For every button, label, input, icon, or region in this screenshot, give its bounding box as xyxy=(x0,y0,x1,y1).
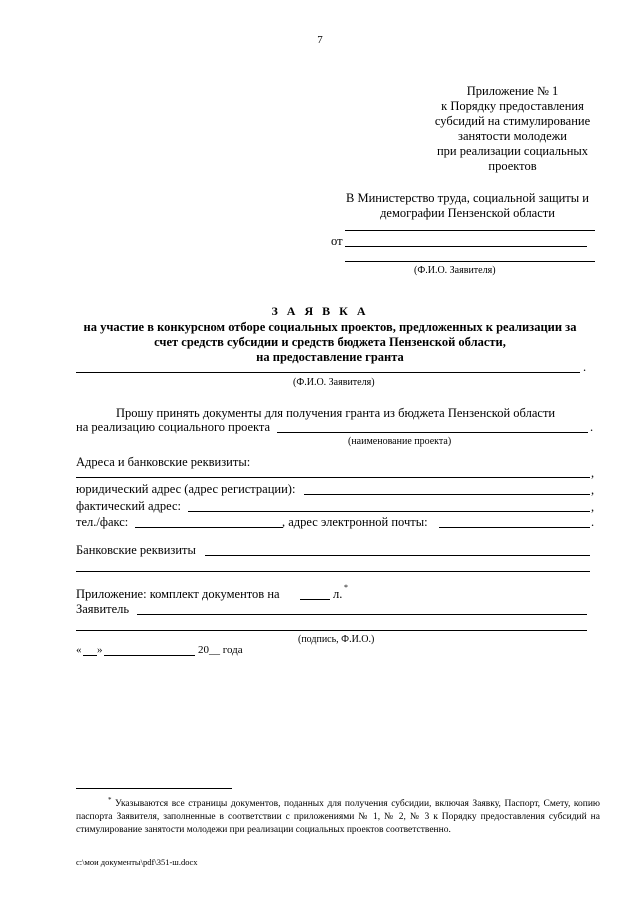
subtitle-line: на предоставление гранта xyxy=(256,350,404,364)
project-name-line[interactable] xyxy=(277,432,588,433)
appendix-line: к Порядку предоставления xyxy=(441,99,584,113)
request-line-1: Прошу принять документы для получения гранта из бюджета Пензенской области xyxy=(116,406,556,420)
bank-label: Банковские реквизиты xyxy=(76,543,196,557)
fio-blank-line[interactable] xyxy=(345,261,595,262)
attachment-label: Приложение: комплект документов на xyxy=(76,587,280,601)
from-blank-line[interactable] xyxy=(345,246,587,247)
appendix-block xyxy=(415,84,610,174)
addressee-ministry xyxy=(325,191,610,221)
applicant-caption: (Ф.И.О. Заявителя) xyxy=(293,377,375,388)
attachment-count-field[interactable] xyxy=(300,599,330,600)
email-label: , адрес электронной почты: xyxy=(282,515,428,529)
bank-field[interactable] xyxy=(205,555,590,556)
phone-field[interactable] xyxy=(135,527,283,528)
date-year: 20__ года xyxy=(198,644,243,656)
applicant-field[interactable] xyxy=(137,614,587,615)
signature-caption: (подпись, Ф.И.О.) xyxy=(298,634,375,645)
subtitle-line: счет средств субсидии и средств бюджета Пензенской области, xyxy=(154,335,506,349)
from-label: от xyxy=(331,234,343,248)
request-line-2: на реализацию социального проекта xyxy=(76,420,271,434)
attachment-suffix: л. xyxy=(333,587,343,601)
file-path: c:\мои документы\pdf\351-ш.docx xyxy=(76,857,198,867)
footnote-mark: * xyxy=(344,583,348,592)
appendix-line: занятости молодежи xyxy=(458,129,567,143)
appendix-line: проектов xyxy=(488,159,537,173)
actual-address-field[interactable] xyxy=(188,511,590,512)
addressee-blank-line[interactable] xyxy=(345,230,595,231)
applicant-label: Заявитель xyxy=(76,602,130,616)
document-title: З А Я В К А xyxy=(271,304,369,318)
date-open-quote: « xyxy=(76,644,82,656)
phone-label: тел./факс: xyxy=(76,515,129,529)
date-day-field[interactable] xyxy=(83,655,97,656)
legal-address-field[interactable] xyxy=(304,494,590,495)
fio-caption: (Ф.И.О. Заявителя) xyxy=(414,265,496,276)
address-blank-line[interactable] xyxy=(76,477,590,478)
date-month-field[interactable] xyxy=(104,655,195,656)
email-field[interactable] xyxy=(439,527,590,528)
footnote-ref: * xyxy=(108,796,112,804)
actual-address-label: фактический адрес: xyxy=(76,499,182,513)
appendix-line: при реализации социальных xyxy=(436,144,589,158)
applicant-name-line[interactable] xyxy=(76,372,580,373)
project-caption: (наименование проекта) xyxy=(348,436,452,447)
bank-field-2[interactable] xyxy=(76,571,590,572)
legal-address-label: юридический адрес (адрес регистрации): xyxy=(76,482,296,496)
footnote-text: Указываются все страницы документов, поданных для получения субсидии, включая Заявку, Паспорт, Смету, копию паспорта Заявителя, заполненные в соответствии с приложениями № 1, № 2, № 3 к Порядку предоставления субсидий на стимулирование занятости молодежи при реализации социальных проектов соответственно. xyxy=(76,799,601,836)
appendix-line: субсидий на стимулирование xyxy=(434,114,591,128)
page-number: 7 xyxy=(317,34,323,46)
address-header: Адреса и банковские реквизиты: xyxy=(76,455,251,469)
footnote xyxy=(76,794,600,837)
document-subtitle xyxy=(60,320,600,365)
subtitle-line: на участие в конкурсном отборе социальных проектов, предложенных к реализации за xyxy=(83,320,577,334)
applicant-field-2[interactable] xyxy=(76,630,587,631)
ministry-line: В Министерство труда, социальной защиты и xyxy=(346,191,589,205)
appendix-line: Приложение № 1 xyxy=(466,84,559,98)
footnote-separator xyxy=(76,788,232,789)
ministry-line: демографии Пензенской области xyxy=(380,206,555,220)
date-close-quote: » xyxy=(97,644,103,656)
